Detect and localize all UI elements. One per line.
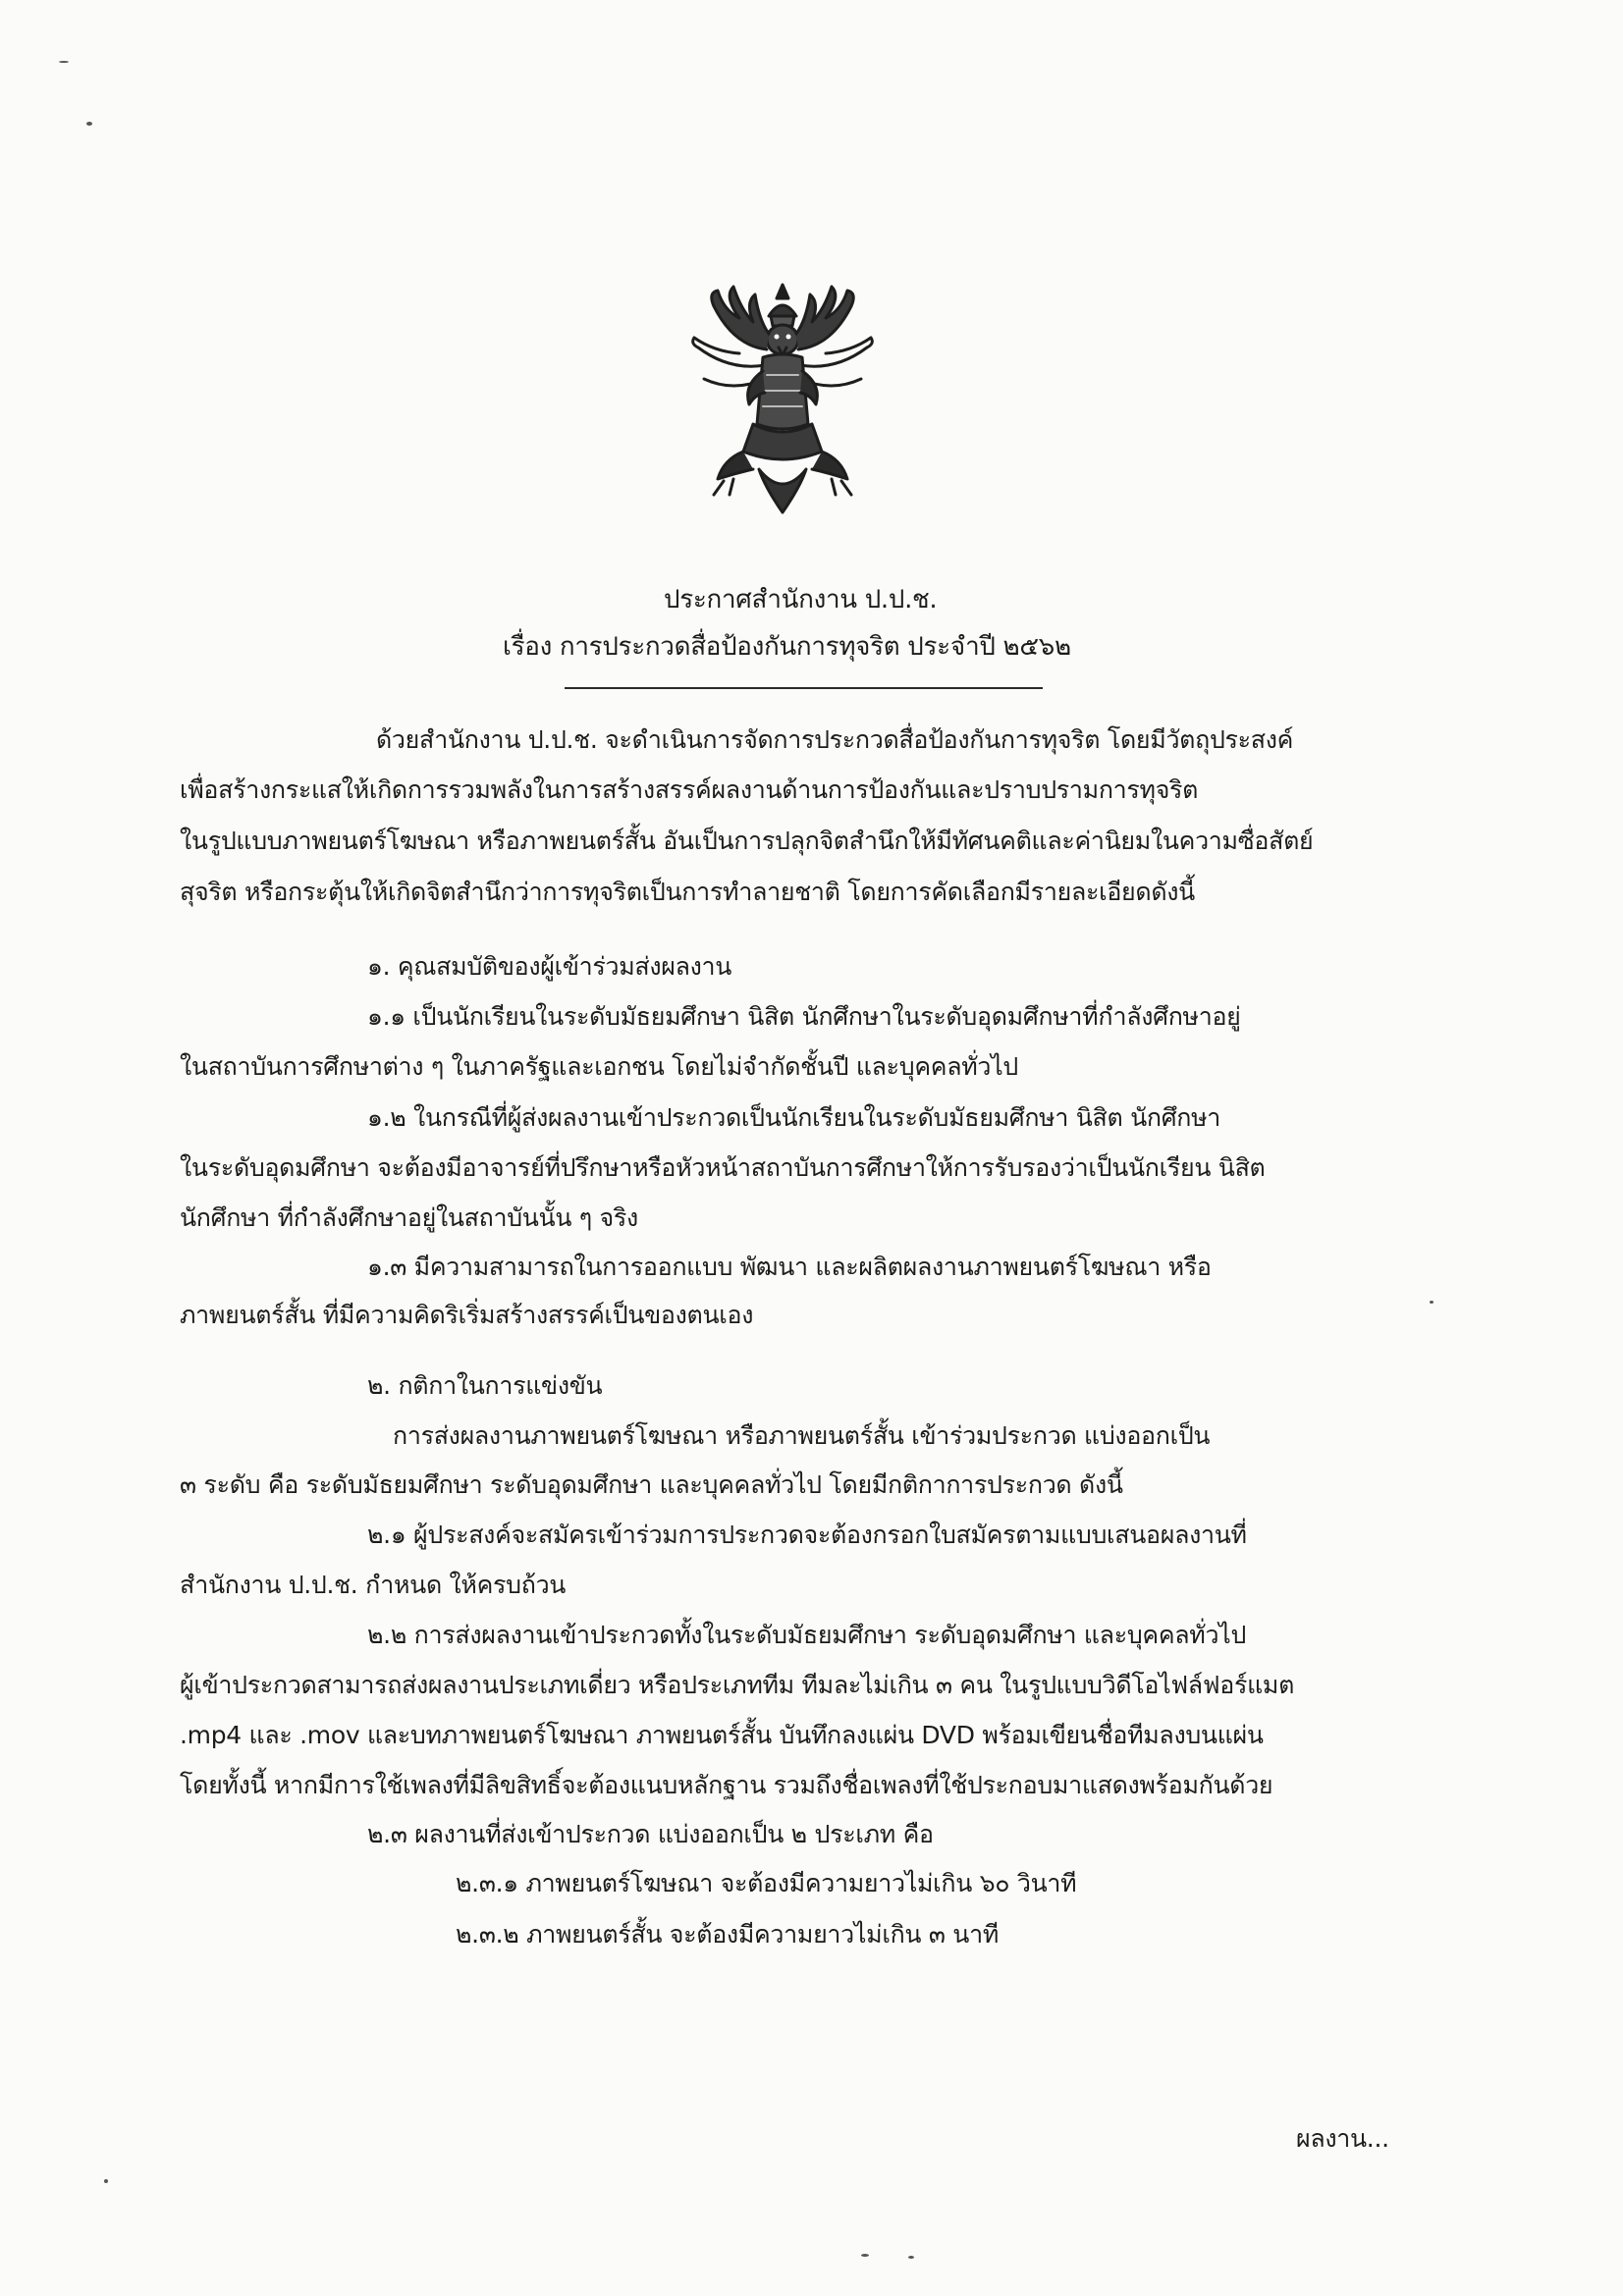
continued-marker: ผลงาน...: [1296, 2124, 1389, 2153]
section-line: ๒.๓.๒ ภาพยนตร์สั้น จะต้องมีความยาวไม่เกิน ๓ นาที: [456, 1920, 1000, 1949]
scan-speck: [908, 2256, 914, 2259]
section-line: ๑.๑ เป็นนักเรียนในระดับมัธยมศึกษา นิสิต นักศึกษาในระดับอุดมศึกษาที่กำลังศึกษาอยู่: [367, 1002, 1241, 1031]
document-title: ประกาศสำนักงาน ป.ป.ช.: [664, 585, 938, 614]
section-line: ๑.๒ ในกรณีที่ผู้ส่งผลงานเข้าประกวดเป็นนักเรียนในระดับมัธยมศึกษา นิสิต นักศึกษา: [367, 1103, 1221, 1132]
section-heading-rules: ๒. กติกาในการแข่งขัน: [367, 1371, 603, 1400]
section-line: .mp4 และ .mov และบทภาพยนตร์โฆษณา ภาพยนตร์สั้น บันทึกลงแผ่น DVD พร้อมเขียนชื่อทีมลงบนแผ่น: [180, 1721, 1264, 1749]
section-line: ภาพยนตร์สั้น ที่มีความคิดริเริ่มสร้างสรรค์เป็นของตนเอง: [180, 1301, 754, 1329]
section-line: โดยทั้งนี้ หากมีการใช้เพลงที่มีลิขสิทธิ์จะต้องแนบหลักฐาน รวมถึงชื่อเพลงที่ใช้ประกอบมาแสดงพร้อมกันด้วย: [180, 1771, 1273, 1799]
scan-speck: [59, 61, 69, 63]
title-divider: [565, 687, 1043, 689]
section-line: ๒.๓ ผลงานที่ส่งเข้าประกวด แบ่งออกเป็น ๒ ประเภท คือ: [367, 1820, 934, 1848]
section-line: ผู้เข้าประกวดสามารถส่งผลงานประเภทเดี่ยว หรือประเภททีม ทีมละไม่เกิน ๓ คน ในรูปแบบวิดีโอไฟล์ฟอร์แมต: [180, 1671, 1295, 1699]
section-line: นักศึกษา ที่กำลังศึกษาอยู่ในสถาบันนั้น ๆ จริง: [180, 1203, 638, 1232]
section-line: ๒.๒ การส่งผลงานเข้าประกวดทั้งในระดับมัธยมศึกษา ระดับอุดมศึกษา และบุคคลทั่วไป: [367, 1621, 1247, 1649]
section-line: ในระดับอุดมศึกษา จะต้องมีอาจารย์ที่ปรึกษาหรือหัวหน้าสถาบันการศึกษาให้การรับรองว่าเป็นนักเรียน นิสิต: [180, 1153, 1266, 1182]
scan-speck: [861, 2254, 869, 2257]
scan-speck: [86, 122, 92, 126]
scan-speck: [104, 2179, 108, 2183]
section-line: สำนักงาน ป.ป.ช. กำหนด ให้ครบถ้วน: [180, 1571, 567, 1599]
section-line: ๓ ระดับ คือ ระดับมัธยมศึกษา ระดับอุดมศึกษา และบุคคลทั่วไป โดยมีกติกาการประกวด ดังนี้: [180, 1470, 1123, 1499]
scan-speck: [1430, 1301, 1434, 1304]
intro-line: ในรูปแบบภาพยนตร์โฆษณา หรือภาพยนตร์สั้น อันเป็นการปลุกจิตสำนึกให้มีทัศนคติและค่านิยมในความซื่อสัตย์: [180, 827, 1314, 855]
intro-line: ด้วยสำนักงาน ป.ป.ช. จะดำเนินการจัดการประกวดสื่อป้องกันการทุจริต โดยมีวัตถุประสงค์: [376, 725, 1294, 754]
section-line: ในสถาบันการศึกษาต่าง ๆ ในภาครัฐและเอกชน โดยไม่จำกัดชั้นปี และบุคคลทั่วไป: [180, 1052, 1018, 1081]
section-line: ๒.๑ ผู้ประสงค์จะสมัครเข้าร่วมการประกวดจะต้องกรอกใบสมัครตามแบบเสนอผลงานที่: [367, 1521, 1247, 1549]
intro-line: เพื่อสร้างกระแสให้เกิดการรวมพลังในการสร้างสรรค์ผลงานด้านการป้องกันและปราบปรามการทุจริต: [180, 775, 1199, 804]
intro-line: สุจริต หรือกระตุ้นให้เกิดจิตสำนึกว่าการทุจริตเป็นการทำลายชาติ โดยการคัดเลือกมีรายละเอียดดังนี้: [180, 878, 1195, 906]
section-line: ๑.๓ มีความสามารถในการออกแบบ พัฒนา และผลิตผลงานภาพยนตร์โฆษณา หรือ: [367, 1253, 1212, 1281]
section-line: การส่งผลงานภาพยนตร์โฆษณา หรือภาพยนตร์สั้น เข้าร่วมประกวด แบ่งออกเป็น: [393, 1421, 1211, 1450]
section-heading-qualifications: ๑. คุณสมบัติของผู้เข้าร่วมส่งผลงาน: [367, 952, 732, 981]
document-subject: เรื่อง การประกวดสื่อป้องกันการทุจริต ประจำปี ๒๕๖๒: [503, 632, 1071, 662]
section-line: ๒.๓.๑ ภาพยนตร์โฆษณา จะต้องมีความยาวไม่เกิน ๖๐ วินาที: [456, 1869, 1077, 1897]
garuda-emblem-icon: [684, 277, 881, 516]
